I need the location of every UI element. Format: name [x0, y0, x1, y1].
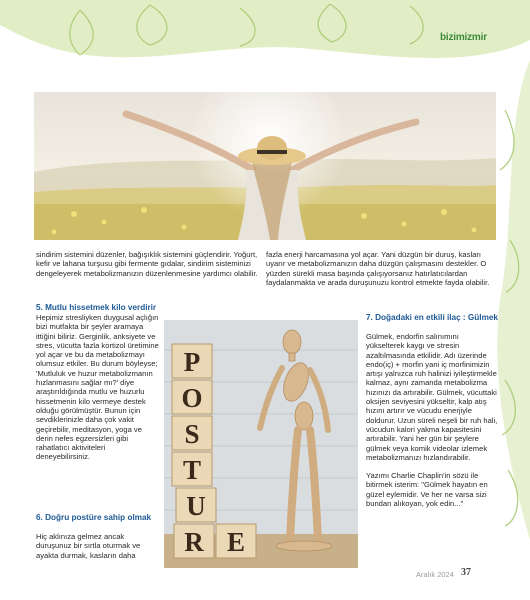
- section7-body: Gülmek, endorfin salınımını yükselterek kaygı ve stresin azaltılmasında etkilidir. Adı üzerinde endo(iç) + morfin yani iç morfinimizin artışı yalnızca ruh halinizi iyileştirmekle kalmaz, aynı zamanda metabolizma hızınızı da artırabilir. Gülmek, vücuttaki oksijen seviyesini yükseltir, kalp atış hızını artırır ve vücudu enerjiyle doldurur. Uzun süreli neşeli bir ruh hali, vücudun kalori yakma kapasitesini artırabilir. Yani her gün bir şeylere gülmek veya komik videolar izlemek metabolizmanızı hızlandırabilir.: [366, 332, 498, 462]
- top-left-paragraph: sindirim sistemini düzenler, bağışıklık sistemini güçlendirir. Yoğurt, kefir ve lahana turşusu gibi fermente gıdalar, sindirim sisteminizi dengeleyerek metabolizmanızın düzenlenmesine yardımcı olabilir.: [36, 250, 258, 278]
- section6-heading: 6. Doğru postüre sahip olmak: [36, 513, 152, 522]
- block-u: [176, 488, 216, 522]
- section7-heading: 7. Doğadaki en etkili ilaç : Gülmek: [366, 313, 498, 322]
- section6-body: Hiç aklınıza gelmez ancak duruşunuz bir sırtla oturmak ve ayakta durmak, kasların daha: [36, 532, 141, 560]
- block-letter: R: [184, 527, 204, 557]
- block-o: [172, 380, 212, 414]
- block-letter: E: [226, 527, 246, 557]
- block-letter: P: [183, 347, 201, 377]
- page-number: 37: [461, 567, 471, 578]
- block-t: [172, 452, 212, 486]
- block-letter: O: [181, 383, 203, 413]
- block-e: [216, 524, 256, 558]
- block-letter: S: [184, 419, 200, 449]
- brand-logo: bizimizmir: [440, 32, 487, 43]
- block-r: [174, 524, 214, 558]
- woman-in-field-photo: [34, 92, 496, 240]
- section5-heading: 5. Mutlu hissetmek kilo verdirir: [36, 303, 157, 312]
- posture-blocks-photo: [164, 320, 358, 568]
- top-right-paragraph: fazla enerji harcamasına yol açar. Yani düzgün bir duruş, kasları uyarır ve metabolizmanızın daha düzgün çalışmasını destekler. O yüzden sürekli masa başında çalışıyorsanız hatırlatıcılardan faydalanmakta ve arada duruşunuzu kontrol etmekte fayda olabilir.: [266, 250, 490, 287]
- right-leaf-band: [497, 60, 530, 540]
- block-letter: T: [182, 455, 202, 485]
- chaplin-quote: Yazımı Charlie Chaplin'in sözü ile bitirmek isterim: "Gülmek hayatın en güzel eylemidir. Ve her ne varsa sizi bundan alıkoyan, yok edin...": [366, 471, 488, 509]
- block-letter: U: [186, 491, 206, 521]
- issue-date: Aralık 2024: [416, 570, 454, 579]
- block-p: [172, 344, 212, 378]
- top-leaf-band: [0, 0, 530, 58]
- block-s: [172, 416, 212, 450]
- section5-body: Hepimiz stresliyken duygusal açlığın bizi mutfakta bir şeyler aramaya ittiğini biliriz. Gerginlik, anksiyete ve stres, vücutta fazla kortizol üretimine yol açar ve bu da metabolizmayı olumsuz etkiler. Bu durum böyleyse; 'Mutluluk ve huzur metabolizmanın hızlanmasını sağlar mı?' diye araştırıldığında mutlu ve huzurlu hissetmenin kilo vermeye destek olduğu görülmüştür. Bunun için sevdiklerinizle daha çok vakit geçirebilir, meditasyon, yoga ve derin nefes egzersizleri gibi rahatlatıcı aktiviteleri deneyebilirsiniz.: [36, 313, 159, 462]
